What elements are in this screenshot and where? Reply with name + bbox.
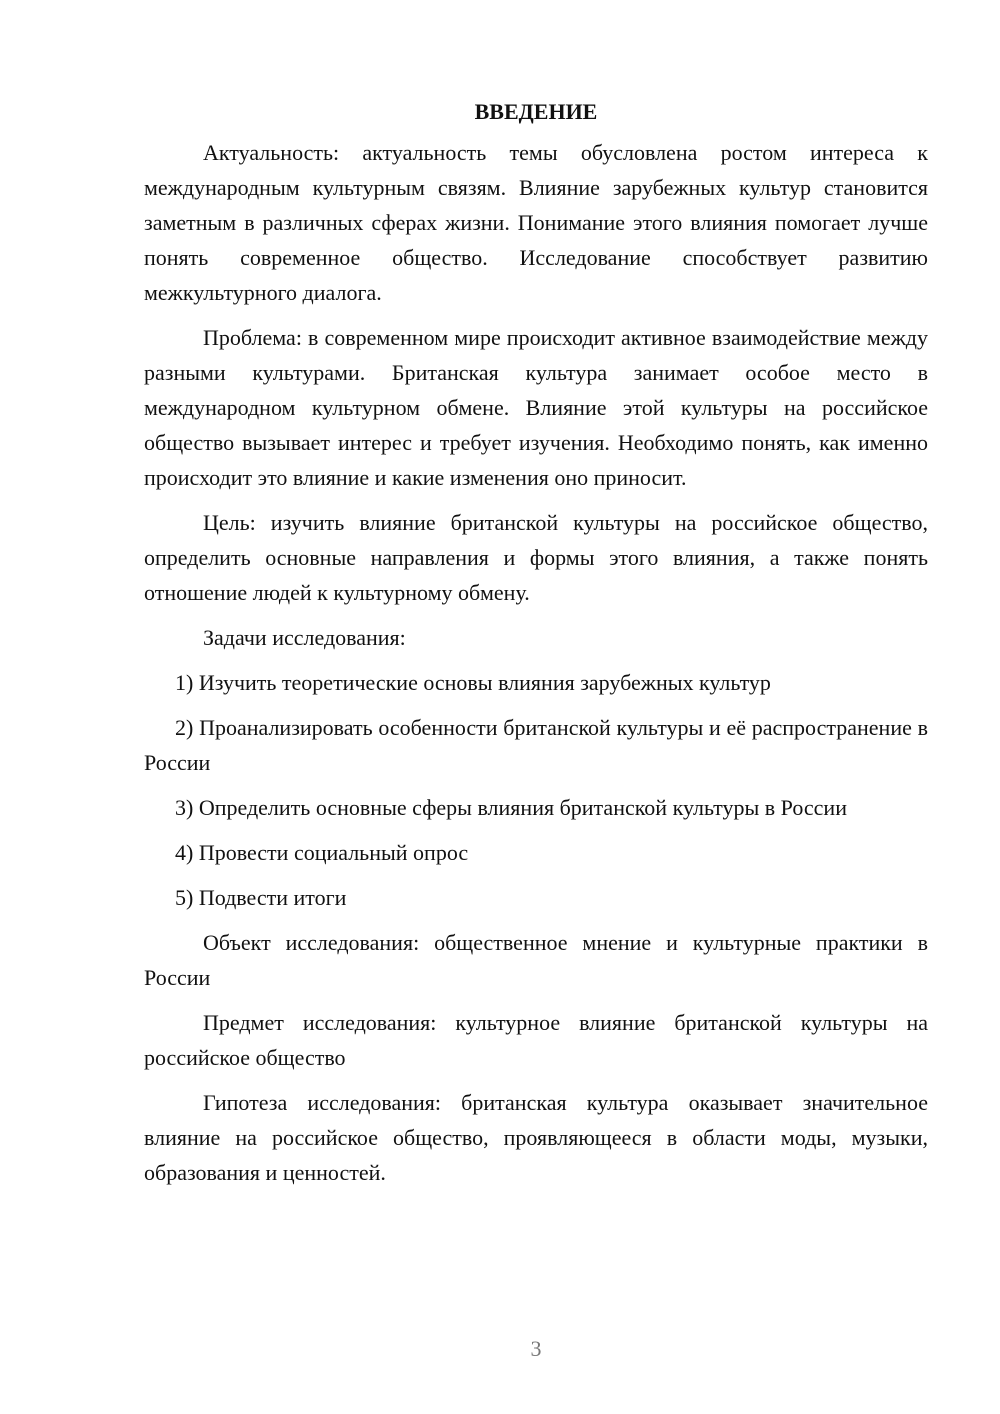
goal-paragraph: Цель: изучить влияние британской культуры на российское общество, определить основные направления и формы этого влияния, а также понять отношение людей к культурному обмену. bbox=[144, 510, 928, 605]
subject-paragraph: Предмет исследования: культурное влияние британской культуры на российское общество bbox=[144, 1010, 928, 1070]
tasks-heading: Задачи исследования: bbox=[203, 625, 406, 650]
task-item: 1) Изучить теоретические основы влияния зарубежных культур bbox=[175, 670, 771, 695]
task-item: 5) Подвести итоги bbox=[175, 885, 347, 910]
task-item: 3) Определить основные сферы влияния британской культуры в России bbox=[175, 795, 847, 820]
problem-paragraph: Проблема: в современном мире происходит активное взаимодействие между разными культурами. Британская культура занимает особое место в международном культурном обмене. Влияние этой культуры на российское общество вызывает интерес и требует изучения. Необходимо понять, как именно происходит это влияние и какие изменения оно приносит. bbox=[144, 325, 928, 490]
page-content bbox=[144, 94, 928, 1200]
page-number: 3 bbox=[530, 1336, 542, 1361]
task-item: 4) Провести социальный опрос bbox=[175, 840, 469, 865]
section-title: ВВЕДЕНИЕ bbox=[474, 99, 598, 124]
hypothesis-paragraph: Гипотеза исследования: британская культура оказывает значительное влияние на российское общество, проявляющееся в области моды, музыки, образования и ценностей. bbox=[144, 1090, 928, 1185]
relevance-paragraph: Актуальность: актуальность темы обусловлена ростом интереса к международным культурным связям. Влияние зарубежных культур становится заметным в различных сферах жизни. Понимание этого влияния помогает лучше понять современное общество. Исследование способствует развитию межкультурного диалога. bbox=[144, 140, 928, 305]
task-item: 2) Проанализировать особенности британской культуры и её распространение в России bbox=[144, 715, 928, 775]
object-paragraph: Объект исследования: общественное мнение и культурные практики в России bbox=[144, 930, 928, 990]
